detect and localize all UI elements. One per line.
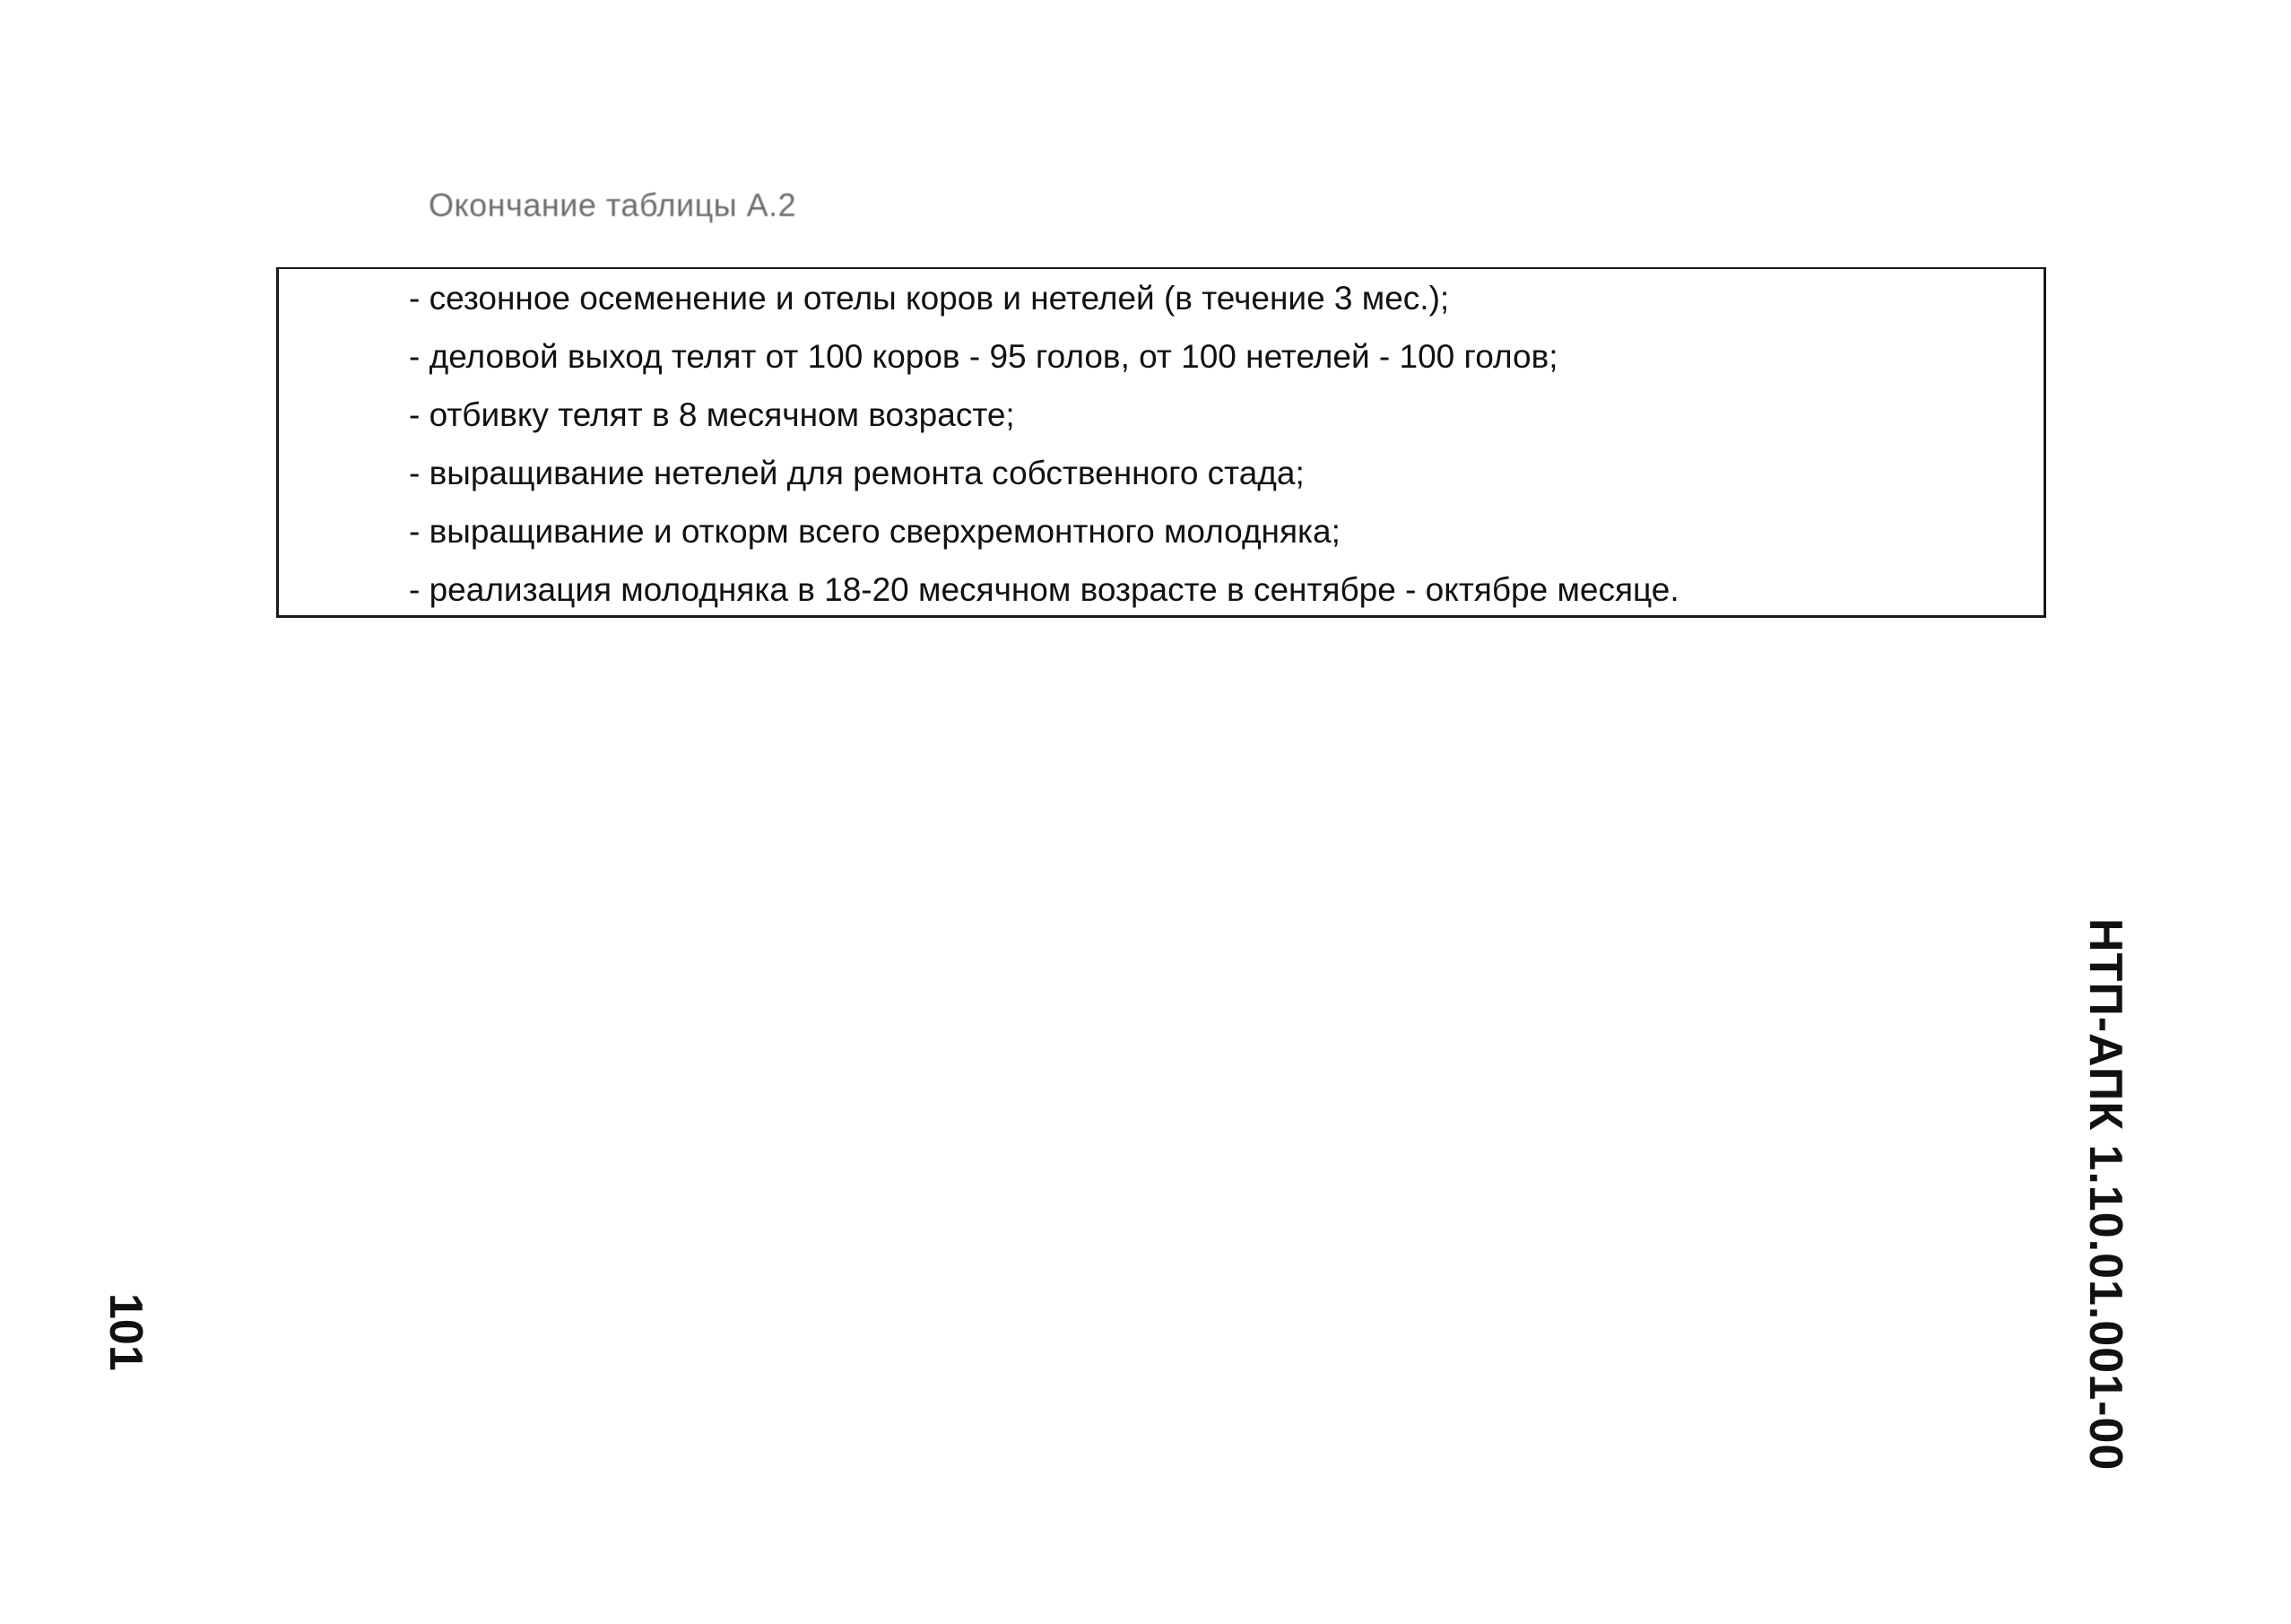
list-item: - сезонное осеменение и отелы коров и нетелей (в течение 3 мес.); [409, 280, 1450, 317]
document-code: НТП-АПК 1.10.01.001-00 [2079, 918, 2131, 1472]
list-item: - выращивание нетелей для ремонта собственного стада; [409, 455, 1305, 491]
requirements-list [409, 269, 1679, 619]
list-item: - деловой выход телят от 100 коров - 95 голов, от 100 нетелей - 100 голов; [409, 338, 1558, 375]
page-number-block [100, 1293, 160, 1374]
list-item: - реализация молодняка в 18-20 месячном возрасте в сентябре - октябре месяце. [409, 571, 1679, 608]
table-frame [276, 267, 2046, 618]
document-code-block [2079, 918, 2168, 1472]
table-caption: Окончание таблицы А.2 [429, 187, 797, 223]
list-item: - выращивание и откорм всего сверхремонтного молодняка; [409, 513, 1341, 550]
page-number: 101 [100, 1293, 152, 1371]
list-item: - отбивку телят в 8 месячном возрасте; [409, 396, 1015, 433]
